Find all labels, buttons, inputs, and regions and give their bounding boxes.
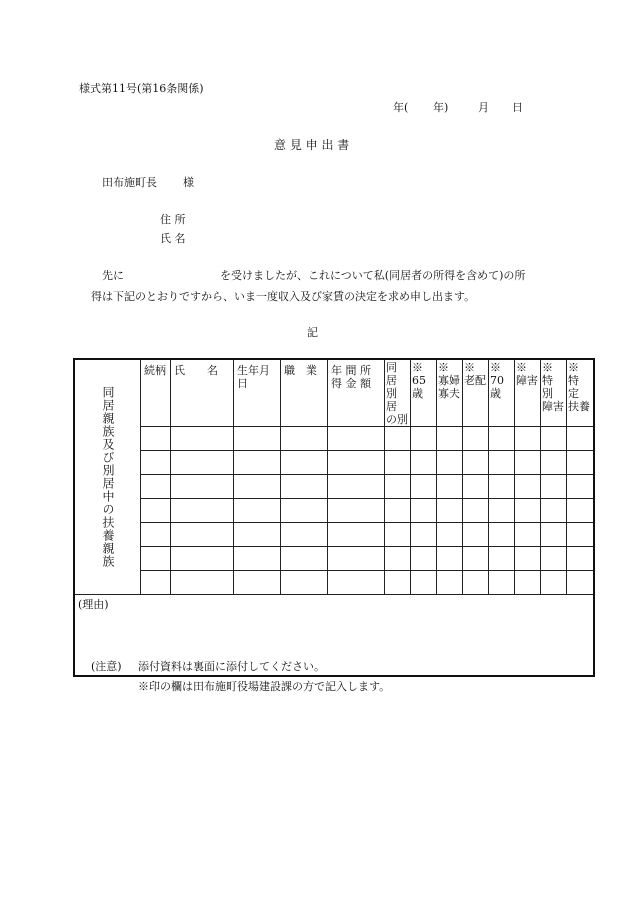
body-line1: を受けましたが、これについて私(同居者の所得を含めて)の所 — [220, 269, 526, 282]
table-cell[interactable] — [141, 547, 171, 571]
table-cell[interactable] — [437, 451, 463, 475]
addressee-honorific: 様 — [183, 176, 194, 189]
table-cell[interactable] — [463, 451, 489, 475]
ki-heading: 記 — [307, 326, 318, 339]
table-cell[interactable] — [281, 427, 328, 451]
table-cell[interactable] — [411, 475, 437, 499]
table-cell[interactable] — [234, 547, 281, 571]
table-cell[interactable] — [567, 427, 594, 451]
date-day: 日 — [512, 101, 523, 114]
table-cell[interactable] — [411, 547, 437, 571]
table-cell[interactable] — [515, 451, 541, 475]
table-cell[interactable] — [515, 427, 541, 451]
column-header: 年 間 所 得 金 額 — [328, 359, 385, 427]
table-cell[interactable] — [489, 475, 515, 499]
table-cell[interactable] — [281, 571, 328, 595]
table-cell[interactable] — [141, 499, 171, 523]
table-cell[interactable] — [385, 523, 411, 547]
table-cell[interactable] — [437, 571, 463, 595]
table-cell[interactable] — [489, 451, 515, 475]
table-cell[interactable] — [515, 523, 541, 547]
table-cell[interactable] — [171, 499, 234, 523]
table-cell[interactable] — [463, 475, 489, 499]
table-cell[interactable] — [541, 427, 567, 451]
address-label: 住 所 — [160, 213, 186, 226]
table-cell[interactable] — [141, 451, 171, 475]
table-row — [74, 523, 594, 547]
table-cell[interactable] — [281, 475, 328, 499]
table-cell[interactable] — [281, 523, 328, 547]
table-cell[interactable] — [234, 571, 281, 595]
document-title: 意 見 申 出 書 — [274, 138, 350, 152]
table-cell[interactable] — [328, 475, 385, 499]
table-cell[interactable] — [171, 475, 234, 499]
table-row — [74, 427, 594, 451]
body-line2: 得は下記のとおりですから、いま一度収入及び家賃の決定を求め申し出ます。 — [91, 290, 476, 303]
table-cell[interactable] — [567, 547, 594, 571]
table-cell[interactable] — [171, 571, 234, 595]
column-header: ※ 65 歳 — [411, 359, 437, 427]
table-cell[interactable] — [515, 547, 541, 571]
table-cell[interactable] — [567, 499, 594, 523]
table-cell[interactable] — [515, 571, 541, 595]
table-cell[interactable] — [234, 523, 281, 547]
table-cell[interactable] — [541, 475, 567, 499]
table-cell[interactable] — [234, 451, 281, 475]
table-cell[interactable] — [541, 547, 567, 571]
column-header: 氏 名 — [171, 359, 234, 427]
column-header: ※ 特 別 障害 — [541, 359, 567, 427]
table-cell[interactable] — [541, 571, 567, 595]
date-month: 月 — [478, 101, 489, 114]
table-cell[interactable] — [463, 571, 489, 595]
table-cell[interactable] — [489, 499, 515, 523]
table-row — [74, 499, 594, 523]
table-cell[interactable] — [141, 523, 171, 547]
table-cell[interactable] — [385, 427, 411, 451]
table-cell[interactable] — [411, 571, 437, 595]
date-era-year: 年) — [433, 101, 449, 114]
table-cell[interactable] — [411, 499, 437, 523]
table-cell[interactable] — [171, 523, 234, 547]
table-cell[interactable] — [489, 427, 515, 451]
column-header: ※ 寡婦 寡夫 — [437, 359, 463, 427]
table-cell[interactable] — [463, 547, 489, 571]
table-row — [74, 547, 594, 571]
table-cell[interactable] — [141, 475, 171, 499]
column-header: ※ 70 歳 — [489, 359, 515, 427]
date-year: 年( — [393, 101, 409, 114]
table-cell[interactable] — [328, 547, 385, 571]
table-cell[interactable] — [541, 499, 567, 523]
table-cell[interactable] — [515, 499, 541, 523]
table-row — [74, 571, 594, 595]
table-cell[interactable] — [385, 451, 411, 475]
table-cell[interactable] — [437, 547, 463, 571]
table-cell[interactable] — [437, 499, 463, 523]
notes-line1: 添付資料は裏面に添付してください。 — [138, 660, 325, 673]
table-row — [74, 475, 594, 499]
table-cell[interactable] — [281, 547, 328, 571]
column-header: 生年月日 — [234, 359, 281, 427]
table-cell[interactable] — [234, 475, 281, 499]
column-header: ※ 老配 — [463, 359, 489, 427]
table-cell[interactable] — [437, 523, 463, 547]
body-prefix: 先に — [102, 269, 124, 282]
table-cell[interactable] — [567, 451, 594, 475]
table-cell[interactable] — [281, 451, 328, 475]
notes-label: (注意) — [91, 660, 122, 673]
table-cell[interactable] — [141, 571, 171, 595]
table-cell[interactable] — [541, 523, 567, 547]
table-cell[interactable] — [171, 451, 234, 475]
column-header: 続柄 — [141, 359, 171, 427]
table-cell[interactable] — [328, 571, 385, 595]
side-label: 同居親族及び別居中の扶養親族 — [74, 359, 141, 595]
table-cell[interactable] — [489, 523, 515, 547]
name-label: 氏 名 — [160, 232, 186, 245]
table-cell[interactable] — [463, 427, 489, 451]
table-cell[interactable] — [567, 523, 594, 547]
table-cell[interactable] — [567, 571, 594, 595]
table-cell[interactable] — [411, 451, 437, 475]
table-row — [74, 451, 594, 475]
family-table — [73, 358, 595, 677]
table-cell[interactable] — [385, 547, 411, 571]
table-cell[interactable] — [567, 475, 594, 499]
table-cell[interactable] — [411, 427, 437, 451]
table-cell[interactable] — [171, 427, 234, 451]
table-cell[interactable] — [328, 523, 385, 547]
column-header: ※ 障害 — [515, 359, 541, 427]
table-cell[interactable] — [171, 547, 234, 571]
notes-line2: ※印の欄は田布施町役場建設課の方で記入します。 — [138, 680, 391, 693]
column-header: 職 業 — [281, 359, 328, 427]
table-cell[interactable] — [281, 499, 328, 523]
table-cell[interactable] — [234, 499, 281, 523]
table-cell[interactable] — [515, 475, 541, 499]
table-cell[interactable] — [328, 499, 385, 523]
table-cell[interactable] — [489, 571, 515, 595]
table-cell[interactable] — [541, 451, 567, 475]
table-cell[interactable] — [385, 475, 411, 499]
column-header: 同 居 別 居 の別 — [385, 359, 411, 427]
addressee-name: 田布施町長 — [102, 176, 157, 189]
table-cell[interactable] — [489, 547, 515, 571]
table-cell[interactable] — [328, 451, 385, 475]
table-cell[interactable] — [411, 523, 437, 547]
table-cell[interactable] — [385, 571, 411, 595]
table-cell[interactable] — [463, 499, 489, 523]
table-cell[interactable] — [234, 427, 281, 451]
table-cell[interactable] — [141, 427, 171, 451]
column-header: ※ 特 定 扶養 — [567, 359, 594, 427]
table-cell[interactable] — [437, 475, 463, 499]
form-number: 様式第11号(第16条関係) — [79, 82, 204, 95]
table-cell[interactable] — [463, 523, 489, 547]
reason-label: (理由) — [78, 598, 109, 611]
table-cell[interactable] — [385, 499, 411, 523]
table-cell[interactable] — [328, 427, 385, 451]
table-cell[interactable] — [437, 427, 463, 451]
